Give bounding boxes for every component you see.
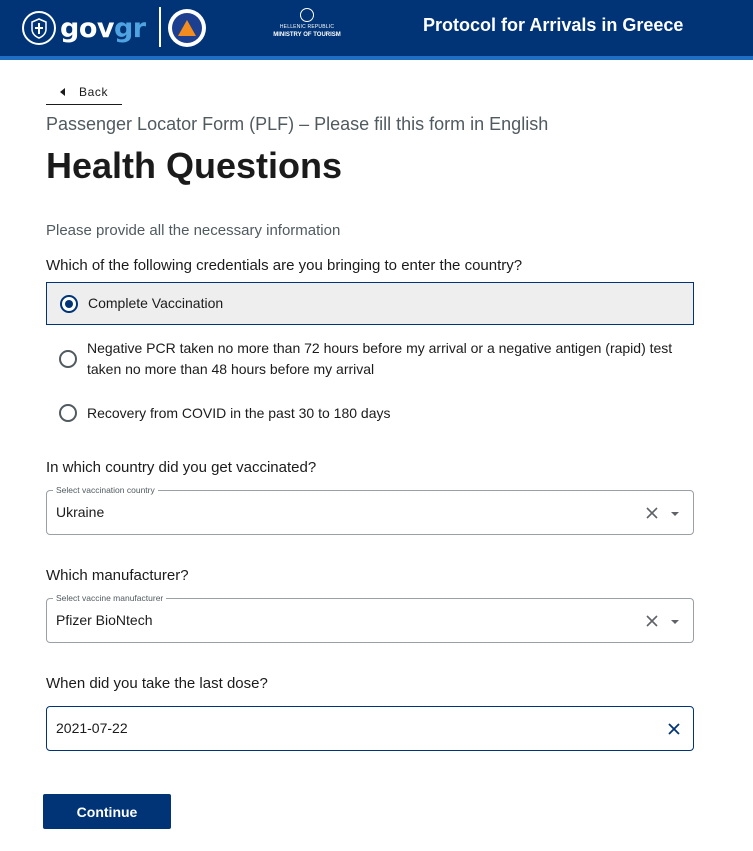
vaccination-country-select[interactable] xyxy=(46,485,694,535)
header-divider xyxy=(159,7,161,47)
radio-label: Recovery from COVID in the past 30 to 180 days xyxy=(87,404,391,421)
page-title: Health Questions xyxy=(46,145,343,186)
greek-emblem-icon xyxy=(22,11,56,45)
field-value: 2021-07-22 xyxy=(56,720,128,736)
last-dose-date-input[interactable] xyxy=(46,706,694,751)
continue-button[interactable]: Continue xyxy=(43,794,171,829)
radio-complete-vaccination[interactable] xyxy=(46,282,694,325)
credentials-question: Which of the following credentials are you bringing to enter the country? xyxy=(46,257,523,274)
govgr-logo[interactable] xyxy=(22,10,146,46)
chevron-down-icon[interactable] xyxy=(671,620,679,624)
govgr-wordmark xyxy=(60,13,146,44)
field-legend: Select vaccination country xyxy=(53,485,158,496)
field-value: Pfizer BioNtech xyxy=(56,612,153,628)
manufacturer-question: Which manufacturer? xyxy=(46,567,189,584)
ministry-line1: HELLENIC REPUBLIC xyxy=(279,24,335,30)
last-dose-question: When did you take the last dose? xyxy=(46,675,268,692)
chevron-down-icon[interactable] xyxy=(671,512,679,516)
clear-icon[interactable] xyxy=(643,504,661,522)
field-legend: Select vaccine manufacturer xyxy=(53,593,166,604)
vaccination-country-question: In which country did you get vaccinated? xyxy=(46,459,317,476)
radio-unchecked-icon xyxy=(59,404,77,422)
field-value: Ukraine xyxy=(56,504,105,520)
back-link[interactable] xyxy=(46,80,122,105)
radio-negative-test[interactable] xyxy=(46,336,694,382)
radio-label: Negative PCR taken no more than 72 hours before my arrival or a negative antigen (rapid) test taken no more than 48 hours before my arrival xyxy=(87,340,673,377)
radio-unchecked-icon xyxy=(59,350,77,368)
radio-label: Complete Vaccination xyxy=(88,295,224,311)
form-hint: Please provide all the necessary information xyxy=(46,222,341,239)
site-header xyxy=(0,0,753,56)
form-subtitle: Passenger Locator Form (PLF) – Please fill this form in English xyxy=(46,114,549,134)
ministry-of-tourism-logo xyxy=(268,8,346,48)
header-title: Protocol for Arrivals in Greece xyxy=(423,15,684,35)
ministry-seal-icon xyxy=(300,8,314,22)
clear-icon[interactable] xyxy=(665,720,683,738)
header-stripe xyxy=(0,56,753,60)
civil-protection-icon xyxy=(168,9,206,47)
ministry-line2: MINISTRY OF TOURISM xyxy=(273,32,341,38)
caret-left-icon xyxy=(60,88,65,96)
manufacturer-select[interactable] xyxy=(46,593,694,643)
brand-gr: gr xyxy=(113,12,146,44)
back-label: Back xyxy=(79,85,109,99)
clear-icon[interactable] xyxy=(643,612,661,630)
radio-checked-icon xyxy=(60,295,78,313)
brand-gov: gov xyxy=(60,12,114,44)
radio-recovery[interactable] xyxy=(46,400,694,426)
